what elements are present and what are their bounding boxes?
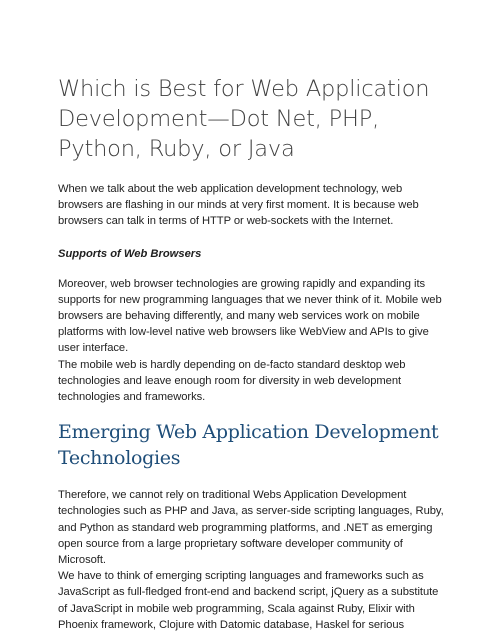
paragraph-moreover: Moreover, web browser technologies are growing rapidly and expanding its supports for new programming languages that we never think of it. Mobile web browsers are behaving differently, and many web services work on mobile platforms with low-level native web browsers like WebView and APIs to give user interface. (58, 277, 442, 355)
paragraph-emerging: We have to think of emerging scripting languages and frameworks such as JavaScript as full-fledged front-end and backend script, jQuery as a substitute of JavaScript in mobile web programming, Scala against Ruby, Elixir with Phoenix framework, Clojure with Datomic database, Haskel for serious (58, 570, 439, 631)
paragraph-mobile-web: The mobile web is hardly depending on de-facto standard desktop web technologies and leave enough room for diversity in web development technologies and frameworks. (58, 358, 406, 404)
subheading-supports: Supports of Web Browsers (58, 247, 202, 260)
page-title: Which is Best for Web Application Development—Dot Net, PHP, Python, Ruby, or Java (58, 76, 430, 162)
intro-paragraph: When we talk about the web application development technology, web browsers are flashing in our minds at very first moment. It is because web browsers can talk in terms of HTTP or web-sockets with the Internet. (58, 183, 419, 228)
paragraph-therefore: Therefore, we cannot rely on traditional Webs Application Development technologies such as PHP and Java, as server-side scripting languages, Ruby, and Python as standard web programming platforms, and .NET as emerging open source from a large proprietary software developer community of Microsoft. (58, 489, 444, 567)
section-heading: Emerging Web Application Development Technologies (58, 421, 439, 470)
